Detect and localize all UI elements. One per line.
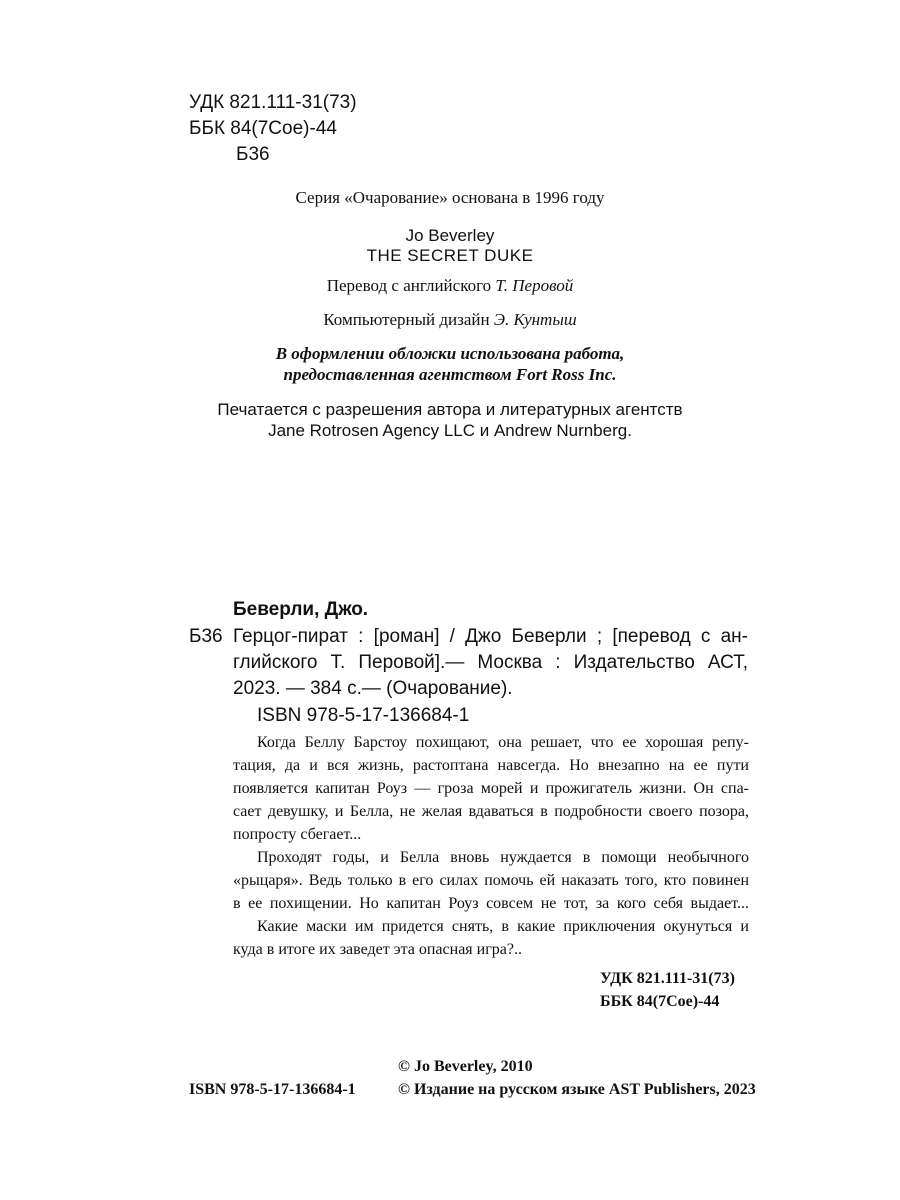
bbk-code-top: ББК 84(7Сое)-44 (189, 118, 337, 139)
footer-isbn: ISBN 978-5-17-136684-1 (189, 1081, 356, 1098)
catalog-author-mark: Б36 (189, 626, 223, 647)
copyright-author: © Jo Beverley, 2010 (398, 1058, 533, 1075)
cover-note-line-2: предоставленная агентством Fort Ross Inc. (283, 365, 617, 384)
permission-line-1: Печатается с разрешения автора и литературных агентств (217, 400, 683, 419)
catalog-author-heading: Беверли, Джо. (233, 599, 369, 620)
annotation-line: Проходят годы, и Белла вновь нуждается в помощи необычного (257, 849, 749, 866)
catalog-entry-line-2: глийского Т. Перовой].— Москва : Издательство АСТ, (233, 652, 748, 673)
annotation-line: Какие маски им придется снять, в какие приключения окунуться и (257, 918, 749, 935)
translation-credit (0, 276, 900, 296)
original-title: THE SECRET DUKE (366, 246, 534, 265)
translation-label: Перевод с английского (326, 276, 492, 295)
catalog-entry-line-3: 2023. — 384 с.— (Очарование). (233, 678, 513, 699)
annotation-line: тация, да и вся жизнь, растоптана навсегда. Но внезапно на ее пути (233, 757, 749, 774)
copyright-edition: © Издание на русском языке AST Publishers, 2023 (398, 1081, 756, 1098)
design-label: Компьютерный дизайн (323, 310, 490, 329)
udk-code-top: УДК 821.111-31(73) (189, 92, 357, 113)
annotation-line: «рыцаря». Ведь только в его силах помочь ей наказать того, кто повинен (233, 872, 749, 889)
designer-name: Э. Кунтыш (493, 310, 577, 329)
annotation-line: сает девушку, и Белла, не желая вдаваться в подробности своего позора, (233, 803, 749, 820)
udk-code-bottom: УДК 821.111-31(73) (600, 970, 735, 987)
catalog-isbn: ISBN 978-5-17-136684-1 (257, 705, 470, 726)
original-author: Jo Beverley (405, 226, 495, 245)
author-mark-top: Б36 (236, 144, 270, 165)
cover-note-line-1: В оформлении обложки использована работа, (275, 344, 625, 363)
permission-line-2: Jane Rotrosen Agency LLC и Andrew Nurnberg. (268, 421, 632, 440)
design-credit (0, 310, 900, 330)
series-line: Серия «Очарование» основана в 1996 году (295, 188, 605, 207)
annotation-line: попросту сбегает... (233, 826, 362, 843)
catalog-entry-line-1: Герцог-пират : [роман] / Джо Беверли ; [перевод с ан- (233, 626, 748, 647)
annotation-line: Когда Беллу Барстоу похищают, она решает, что ее хорошая репу- (257, 734, 749, 751)
annotation-line: куда в итоге их заведет эта опасная игра?.. (233, 941, 522, 958)
bbk-code-bottom: ББК 84(7Сое)-44 (600, 993, 720, 1010)
translator-name: Т. Перовой (495, 276, 574, 295)
annotation-line: появляется капитан Роуз — гроза морей и прожигатель жизни. Он спа- (233, 780, 749, 797)
annotation-line: в ее похищении. Но капитан Роуз совсем не тот, за кого себя выдает... (233, 895, 749, 912)
